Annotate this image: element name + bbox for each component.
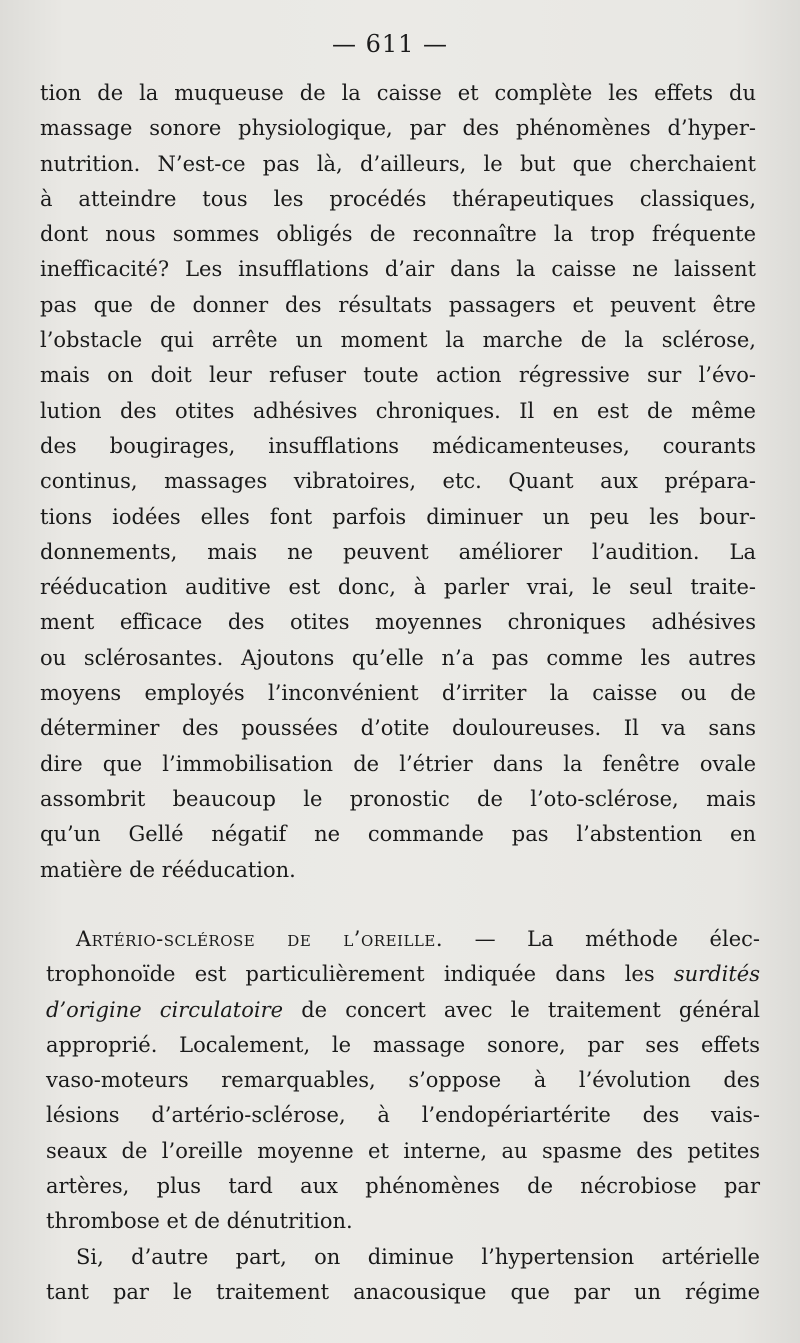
text-line: inefficacité? Les insufflations d’air dans la caisse ne laissent bbox=[40, 257, 756, 282]
text-line: nutrition. N’est-ce pas là, d’ailleurs, le but que cherchaient bbox=[40, 151, 756, 176]
text-line: tions iodées elles font parfois diminuer un peu les bour- bbox=[40, 504, 756, 529]
text-line: des bougirages, insufflations médicamenteuses, courants bbox=[40, 433, 756, 458]
text-line: continus, massages vibratoires, etc. Quant aux prépara- bbox=[40, 469, 756, 494]
text-line: déterminer des poussées d’otite douloureuses. Il va sans bbox=[40, 716, 756, 741]
text-line: thrombose et de dénutrition. bbox=[46, 1209, 353, 1234]
text-line: dire que l’immobilisation de l’étrier dans la fenêtre ovale bbox=[40, 751, 756, 776]
text-line: massage sonore physiologique, par des phénomènes d’hyper- bbox=[40, 116, 756, 141]
text-line: donnements, mais ne peuvent améliorer l’audition. La bbox=[40, 539, 756, 564]
text-line: l’obstacle qui arrête un moment la marche de la sclérose, bbox=[40, 328, 756, 353]
text-run: trophonoïde est particulièrement indiquée dans les bbox=[46, 962, 674, 987]
text-line: à atteindre tous les procédés thérapeutiques classiques, bbox=[40, 186, 756, 211]
text-line: approprié. Localement, le massage sonore, par ses effets bbox=[46, 1032, 760, 1057]
text-line: mais on doit leur refuser toute action régressive sur l’évo- bbox=[40, 363, 756, 388]
em-dash: — bbox=[443, 927, 528, 951]
text-line: artères, plus tard aux phénomènes de nécrobiose par bbox=[46, 1174, 760, 1199]
text-line: vaso-moteurs remarquables, s’oppose à l’évolution des bbox=[46, 1068, 760, 1093]
italic-term: d’origine circulatoire bbox=[46, 997, 284, 1022]
italic-term: surdités bbox=[673, 962, 760, 987]
text-line: dont nous sommes obligés de reconnaître la trop fréquente bbox=[40, 222, 756, 247]
text-line: matière de rééducation. bbox=[40, 857, 296, 882]
text-line: moyens employés l’inconvénient d’irriter la caisse ou de bbox=[40, 681, 756, 706]
text-line: seaux de l’oreille moyenne et interne, au spasme des petites bbox=[46, 1138, 760, 1163]
paragraph-1 bbox=[40, 76, 756, 888]
text-run: de concert avec le traitement général bbox=[283, 997, 760, 1022]
text-line: ment efficace des otites moyennes chroniques adhésives bbox=[40, 610, 756, 635]
section-arterio-sclerose bbox=[46, 922, 760, 1310]
section-heading: Artério-sclérose de l’oreille. bbox=[76, 927, 443, 951]
text-line: tant par le traitement anacousique que par un régime bbox=[46, 1279, 760, 1304]
text-line: ou sclérosantes. Ajoutons qu’elle n’a pas comme les autres bbox=[40, 645, 756, 670]
text-line: qu’un Gellé négatif ne commande pas l’abstention en bbox=[40, 822, 756, 847]
text-line bbox=[46, 922, 760, 957]
text-line bbox=[46, 993, 760, 1028]
text-line: lésions d’artério-sclérose, à l’endopériartérite des vais- bbox=[46, 1103, 760, 1128]
text-line: lution des otites adhésives chroniques. Il en est de même bbox=[40, 398, 756, 423]
text-run: La méthode élec- bbox=[527, 927, 760, 951]
text-line: pas que de donner des résultats passagers et peuvent être bbox=[40, 292, 756, 317]
text-line: assombrit beaucoup le pronostic de l’oto-sclérose, mais bbox=[40, 786, 756, 811]
text-line: tion de la muqueuse de la caisse et complète les effets du bbox=[40, 81, 756, 105]
page-number: — 611 — bbox=[331, 30, 449, 58]
text-line bbox=[46, 957, 760, 992]
text-line: Si, d’autre part, on diminue l’hypertension artérielle bbox=[76, 1244, 760, 1269]
text-line: rééducation auditive est donc, à parler vrai, le seul traite- bbox=[40, 575, 756, 600]
